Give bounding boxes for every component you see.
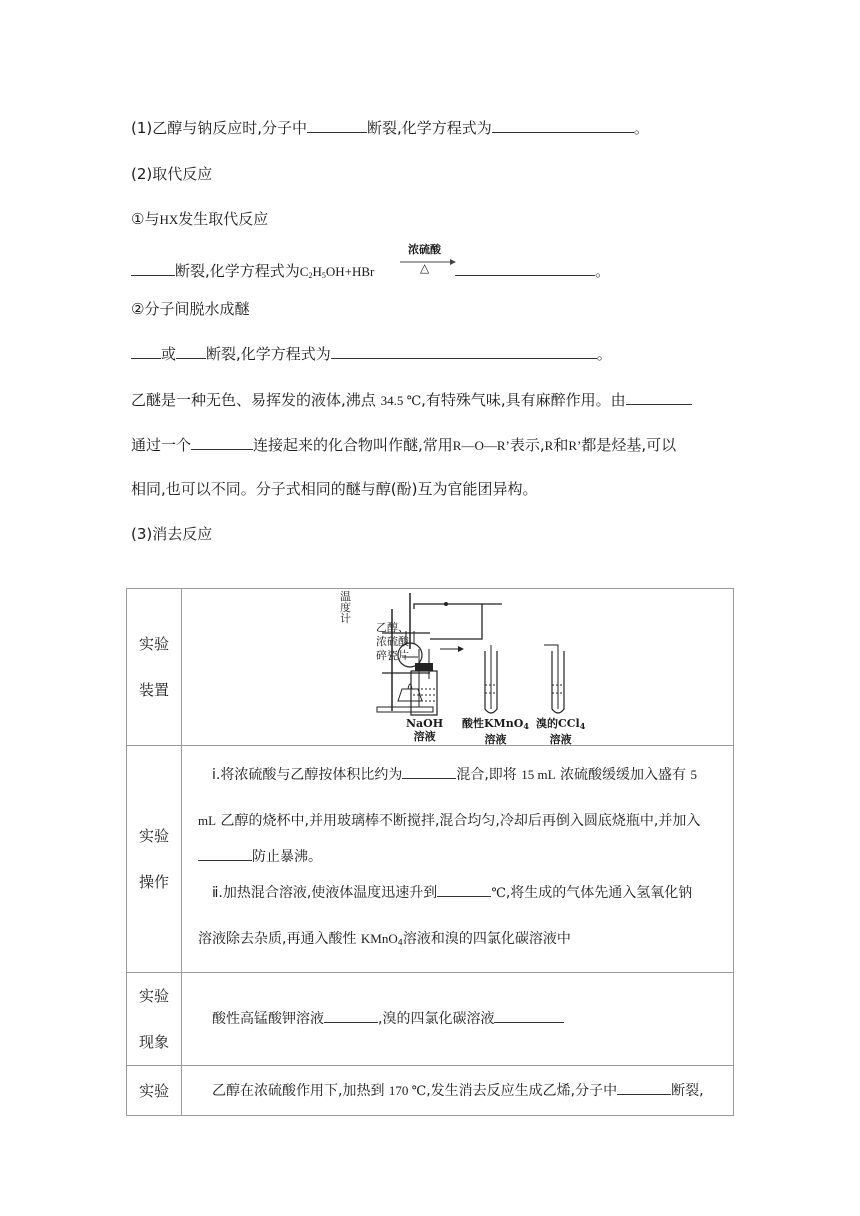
ether-text-2b: 连接起来的化合物叫作醚,常用: [253, 436, 453, 454]
q1-text-b: 断裂,化学方程式为: [367, 119, 492, 137]
boiling-point: 34.5 ℃: [380, 393, 422, 408]
ether-eq-text: 断裂,化学方程式为: [206, 345, 331, 363]
blank: [176, 344, 206, 359]
label-line: 装置: [138, 681, 169, 699]
op-line-2: mL 乙醇的烧杯中,并用玻璃棒不断搅拌,混合均匀,冷却后再倒入圆底烧瓶中,并加入: [198, 813, 701, 829]
row-label-conclusion: [127, 1066, 182, 1116]
label-line: 实验: [138, 827, 169, 845]
obs-line: 酸性高锰酸钾溶液 ,溴的四氯化碳溶液: [182, 996, 733, 1042]
row-label-apparatus: [127, 589, 182, 746]
apparatus-diagram: [182, 589, 734, 744]
question-2-ether-line: [131, 344, 612, 364]
arrow-condition-top: 浓硫酸: [408, 243, 441, 256]
blank: [617, 1080, 671, 1095]
ether-paragraph-line-3: 相同,也可以不同。分子式相同的醚与醇(酚)互为官能团异构。: [131, 480, 538, 498]
reaction-arrow: [400, 241, 456, 277]
conclusion-cell: [182, 1066, 734, 1116]
eq-line-text: 断裂,化学方程式为: [175, 262, 300, 280]
op-line-4: ⅱ.加热混合溶液,使液体温度迅速升到 ℃,将生成的气体先通入氢氧化钠: [182, 870, 733, 916]
blank: [492, 118, 634, 133]
q1-text-end: 。: [633, 119, 649, 137]
or-text: 或: [161, 345, 177, 363]
table-row-conclusion: [127, 1066, 734, 1116]
r-prime-symbol: R’: [568, 438, 582, 453]
row-label-operation: [127, 746, 182, 973]
blank: [324, 1008, 378, 1023]
label-line: 现象: [138, 1033, 169, 1051]
table-row-observation: [127, 973, 734, 1066]
question-1: [131, 118, 649, 138]
blank: [198, 846, 252, 861]
r-symbol: R: [544, 438, 554, 453]
op-line-5: 溶液除去杂质,再通入酸性 KMnO$_4$溶液和溴的四氯化碳溶液中: [198, 931, 571, 947]
blank: [626, 390, 692, 405]
question-2-equation-line: [131, 261, 374, 286]
experiment-table: [126, 588, 734, 1116]
question-2-sub2: ②分子间脱水成醚: [131, 300, 250, 318]
concl-line: 乙醇在浓硫酸作用下,加热到 170 ℃,发生消去反应生成乙烯,分子中 断裂,: [182, 1068, 733, 1114]
ether-text-2c: 表示,: [509, 436, 545, 454]
blank: [494, 1008, 564, 1023]
label-line: 操作: [138, 873, 169, 891]
blank: [191, 435, 253, 450]
blank: [131, 344, 161, 359]
question-3-title: (3)消去反应: [131, 525, 213, 543]
blank: [307, 118, 367, 133]
operation-cell: [182, 746, 734, 973]
label-line: 实验: [138, 635, 169, 653]
op-line-1: ⅰ.将浓硫酸与乙醇按体积比约为 混合,即将 15 mL 浓硫酸缓缓加入盛有 5: [182, 752, 733, 798]
ether-text-2a: 通过一个: [131, 436, 192, 454]
question-2-equation-blank: [455, 261, 610, 281]
sub1-text-a: ①与: [131, 210, 160, 228]
ethanol-hbr-formula: $C_2H_5OH+HBr$: [299, 264, 375, 280]
row-label-observation: [127, 973, 182, 1066]
flask-contents-label: 乙醇、 浓硫酸 碎瓷片: [376, 621, 409, 662]
ether-paragraph-line-2: [131, 435, 676, 456]
ether-text-1a: 乙醚是一种无色、易挥发的液体,沸点: [131, 391, 376, 409]
ether-text-2d: 和: [553, 436, 569, 454]
label-line: 实验: [138, 1081, 169, 1100]
blank: [331, 344, 597, 359]
thermometer-label: 温 度 计: [340, 590, 351, 625]
op-line-3: 防止暴沸。: [182, 844, 733, 870]
bottle-3-label: 溴的CCl$_4$ 溶液: [536, 717, 586, 746]
question-2-title: (2)取代反应: [131, 165, 213, 183]
ether-text-2e: 都是烃基,可以: [581, 436, 677, 454]
blank: [437, 882, 491, 897]
ether-paragraph-line-1: [131, 390, 692, 411]
hx-formula: HX: [159, 212, 179, 227]
table-row-apparatus: [127, 589, 734, 746]
ether-formula: R—O—R’: [452, 438, 510, 453]
bottle-1-label: NaOH 溶液: [406, 717, 444, 743]
apparatus-cell: [182, 589, 734, 746]
ether-eq-end: 。: [596, 345, 612, 363]
blank: [131, 261, 175, 276]
observation-cell: [182, 973, 734, 1066]
question-2-sub1: [131, 209, 268, 230]
sub1-text-b: 发生取代反应: [178, 210, 269, 228]
table-row-operation: [127, 746, 734, 973]
label-line: 实验: [138, 987, 169, 1005]
arrow-condition-bottom: △: [420, 261, 430, 275]
q1-text-a: (1)乙醇与钠反应时,分子中: [131, 119, 308, 137]
ether-text-1b: ,有特殊气味,具有麻醉作用。由: [421, 391, 626, 409]
blank: [455, 261, 595, 276]
bottle-2-label: 酸性KMnO$_4$ 溶液: [462, 717, 529, 746]
eq-end: 。: [595, 262, 611, 280]
blank: [402, 764, 456, 779]
